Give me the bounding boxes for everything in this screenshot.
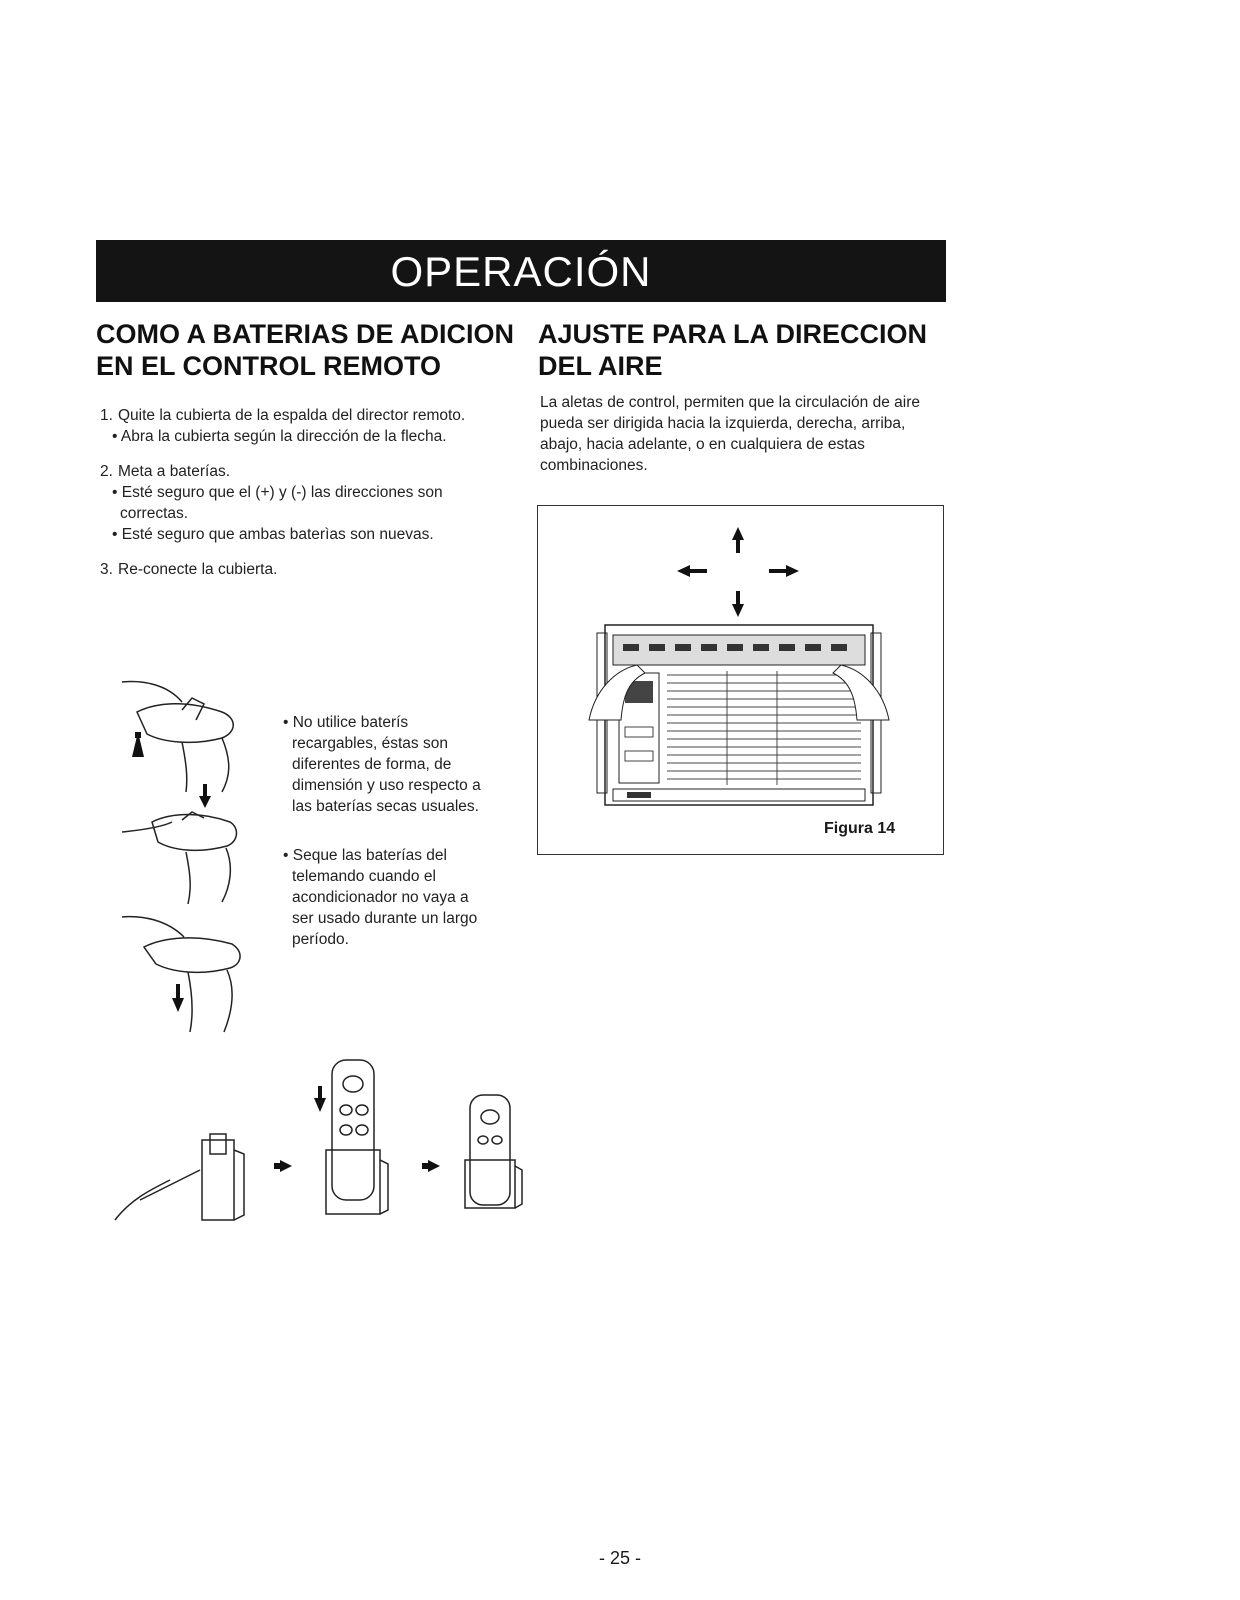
step-bullet: • Esté seguro que ambas baterìas son nuevas. <box>112 526 434 543</box>
step-bullet: • Abra la cubierta según la dirección de la flecha. <box>112 428 447 445</box>
note-remove-batteries: • Seque las baterías del telemando cuando el acondicionador no vaya a ser usado durante un largo período. <box>283 847 478 948</box>
step-text: Quite la cubierta de la espalda del director remoto. <box>118 407 466 424</box>
step-3 <box>100 559 490 580</box>
note-text: No utilice baterís recargables, éstas son diferentes de forma, de dimensión y uso respecto a las baterías secas usuales. <box>292 714 481 815</box>
air-conditioner-illustration <box>537 505 944 855</box>
step-text: Meta a baterías. <box>118 463 231 480</box>
step-2 <box>100 461 490 545</box>
step-1 <box>100 405 490 447</box>
step-text: Re-conecte la cubierta. <box>118 561 278 578</box>
section-title: OPERACIÓN <box>390 248 652 295</box>
battery-steps <box>100 405 490 594</box>
direction-arrows-icon <box>677 527 799 617</box>
battery-cover-illustration <box>112 672 272 1042</box>
page-number: - 25 - <box>598 1548 641 1568</box>
battery-heading: COMO A BATERIAS DE ADICION EN EL CONTROL REMOTO <box>96 319 514 381</box>
step-number: 3. <box>100 561 113 578</box>
bullet-text: Abra la cubierta según la dirección de la flecha. <box>120 428 447 445</box>
bullet-text: Esté seguro que ambas baterìas son nuevas. <box>121 526 434 543</box>
step-number: 1. <box>100 407 113 424</box>
section-banner <box>96 240 946 302</box>
figure-caption: Figura 14 <box>824 820 896 837</box>
note-text: Seque las baterías del telemando cuando el acondicionador no vaya a ser usado durante un largo período. <box>292 847 478 948</box>
step-number: 2. <box>100 463 113 480</box>
air-direction-intro: La aletas de control, permiten que la circulación de aire pueda ser dirigida hacia la izquierda, derecha, arriba, abajo, hacia adelante, o en cualquiera de estas combinaciones. <box>540 394 920 474</box>
air-direction-heading: AJUSTE PARA LA DIRECCION DEL AIRE <box>538 319 928 381</box>
remote-holder-sequence-illustration <box>110 1040 540 1230</box>
battery-notes <box>283 712 493 978</box>
note-rechargeable: • No utilice baterís recargables, éstas son diferentes de forma, de dimensión y uso respecto a las baterías secas usuales. <box>283 714 481 815</box>
step-bullet: • Esté seguro que el (+) y (-) las direcciones son correctas. <box>112 484 443 522</box>
bullet-text: Esté seguro que el (+) y (-) las direcciones son correctas. <box>120 484 443 522</box>
